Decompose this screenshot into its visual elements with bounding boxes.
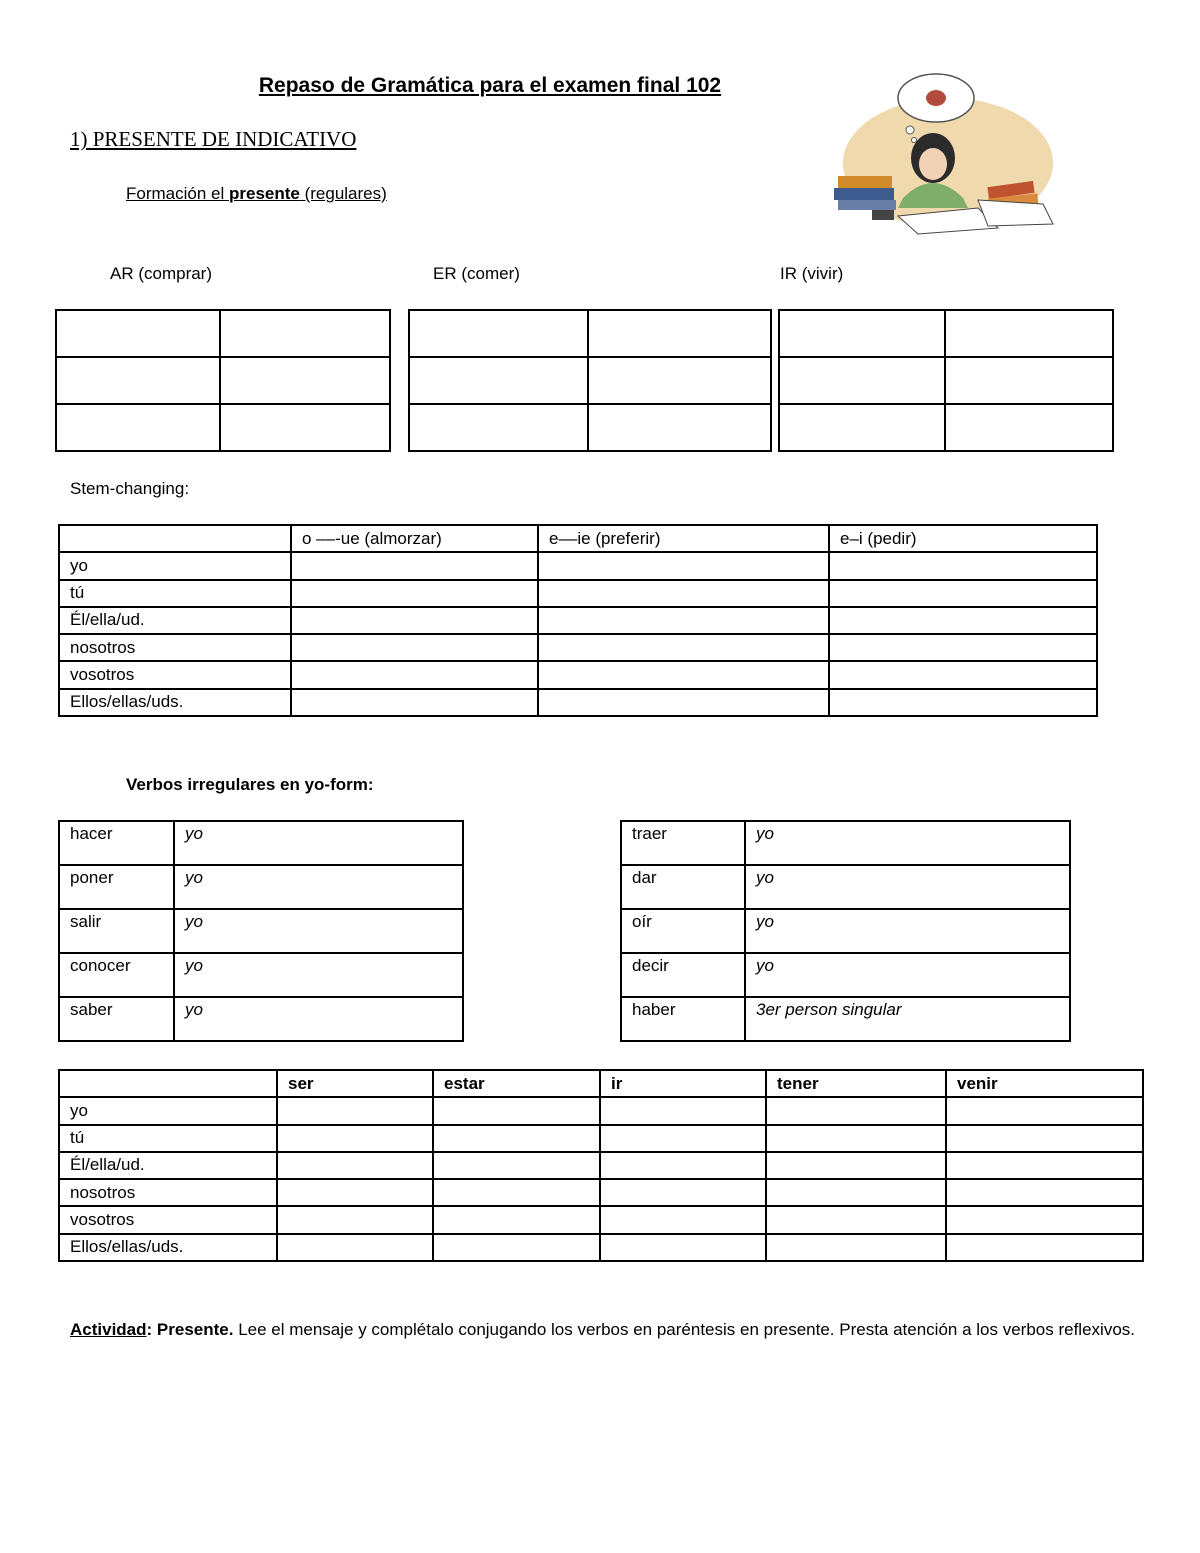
table-row [621, 865, 1070, 909]
header-cell: e–i (pedir) [829, 525, 1097, 552]
activity-instructions: Actividad: Presente. Lee el mensaje y complétalo conjugando los verbos en paréntesis en presente. Presta atención a los verbos reflexivos. [70, 1320, 1135, 1339]
blank-cell[interactable] [538, 661, 829, 688]
blank-cell[interactable] [946, 1179, 1143, 1206]
subject-cell: tú [59, 1125, 277, 1152]
header-cell: estar [433, 1070, 600, 1097]
page-title: Repaso de Gramática para el examen final 102 [258, 74, 722, 97]
er-conjugation-table [408, 309, 772, 452]
blank-cell[interactable] [291, 552, 538, 579]
blank-cell[interactable] [409, 310, 588, 357]
form-cell[interactable]: yo [745, 909, 1070, 953]
verb-cell: traer [621, 821, 745, 865]
blank-cell[interactable] [277, 1097, 433, 1124]
table-row [59, 1125, 1143, 1152]
blank-cell[interactable] [829, 689, 1097, 716]
blank-cell[interactable] [538, 634, 829, 661]
table-row [779, 404, 1113, 451]
blank-cell[interactable] [291, 607, 538, 634]
table-row [59, 953, 463, 997]
subject-cell: tú [59, 580, 291, 607]
table-row [59, 1152, 1143, 1179]
blank-cell[interactable] [409, 357, 588, 404]
header-cell [59, 1070, 277, 1097]
subject-cell: vosotros [59, 1206, 277, 1233]
subject-cell: Él/ella/ud. [59, 1152, 277, 1179]
blank-cell[interactable] [277, 1152, 433, 1179]
table-header-row [59, 1070, 1143, 1097]
header-cell: e––ie (preferir) [538, 525, 829, 552]
table-row [56, 310, 390, 357]
blank-cell[interactable] [600, 1179, 766, 1206]
verb-cell: hacer [59, 821, 174, 865]
blank-cell[interactable] [779, 404, 945, 451]
blank-cell[interactable] [277, 1234, 433, 1261]
blank-cell[interactable] [291, 634, 538, 661]
blank-cell[interactable] [766, 1097, 946, 1124]
blank-cell[interactable] [220, 404, 390, 451]
blank-cell[interactable] [766, 1206, 946, 1233]
blank-cell[interactable] [433, 1152, 600, 1179]
formation-heading: Formación el presente (regulares) [126, 184, 387, 203]
ir-label: IR (vivir) [780, 264, 844, 283]
table-row [621, 997, 1070, 1041]
blank-cell[interactable] [588, 357, 771, 404]
table-row [59, 909, 463, 953]
blank-cell[interactable] [433, 1234, 600, 1261]
blank-cell[interactable] [600, 1152, 766, 1179]
blank-cell[interactable] [277, 1179, 433, 1206]
blank-cell[interactable] [829, 634, 1097, 661]
subject-cell: nosotros [59, 1179, 277, 1206]
blank-cell[interactable] [946, 1097, 1143, 1124]
subject-cell: vosotros [59, 661, 291, 688]
table-row [56, 404, 390, 451]
table-row [59, 1097, 1143, 1124]
blank-cell[interactable] [600, 1234, 766, 1261]
blank-cell[interactable] [600, 1097, 766, 1124]
form-cell[interactable]: yo [745, 821, 1070, 865]
table-row [409, 357, 771, 404]
blank-cell[interactable] [433, 1179, 600, 1206]
blank-cell[interactable] [945, 357, 1113, 404]
table-row [59, 1206, 1143, 1233]
verb-cell: conocer [59, 953, 174, 997]
verb-cell: haber [621, 997, 745, 1041]
table-row [59, 580, 1097, 607]
form-cell[interactable]: 3er person singular [745, 997, 1070, 1041]
verb-cell: salir [59, 909, 174, 953]
blank-cell[interactable] [946, 1152, 1143, 1179]
table-row [621, 953, 1070, 997]
table-row [59, 552, 1097, 579]
subject-cell: yo [59, 552, 291, 579]
blank-cell[interactable] [600, 1206, 766, 1233]
blank-cell[interactable] [409, 404, 588, 451]
form-cell[interactable]: yo [174, 865, 463, 909]
verb-cell: oír [621, 909, 745, 953]
yo-irregular-table-left [58, 820, 464, 1042]
table-row [56, 357, 390, 404]
blank-cell[interactable] [829, 661, 1097, 688]
blank-cell[interactable] [538, 580, 829, 607]
blank-cell[interactable] [766, 1234, 946, 1261]
blank-cell[interactable] [56, 310, 220, 357]
verb-cell: dar [621, 865, 745, 909]
blank-cell[interactable] [600, 1125, 766, 1152]
blank-cell[interactable] [829, 552, 1097, 579]
er-label: ER (comer) [433, 264, 520, 283]
subject-cell: yo [59, 1097, 277, 1124]
blank-cell[interactable] [779, 357, 945, 404]
form-cell[interactable]: yo [174, 909, 463, 953]
blank-cell[interactable] [946, 1206, 1143, 1233]
table-row [59, 689, 1097, 716]
header-cell: ser [277, 1070, 433, 1097]
ar-label: AR (comprar) [110, 264, 213, 283]
blank-cell[interactable] [829, 580, 1097, 607]
ir-conjugation-table [778, 309, 1114, 452]
blank-cell[interactable] [538, 607, 829, 634]
table-row [621, 909, 1070, 953]
table-row [59, 607, 1097, 634]
blank-cell[interactable] [766, 1179, 946, 1206]
table-row [59, 1179, 1143, 1206]
header-cell: o ––-ue (almorzar) [291, 525, 538, 552]
verb-cell: decir [621, 953, 745, 997]
header-cell: ir [600, 1070, 766, 1097]
blank-cell[interactable] [766, 1152, 946, 1179]
table-row [409, 404, 771, 451]
table-header-row [59, 525, 1097, 552]
table-row [779, 357, 1113, 404]
blank-cell[interactable] [766, 1125, 946, 1152]
blank-cell[interactable] [829, 607, 1097, 634]
form-cell[interactable]: yo [174, 953, 463, 997]
verb-cell: poner [59, 865, 174, 909]
header-cell: venir [946, 1070, 1143, 1097]
blank-cell[interactable] [588, 404, 771, 451]
table-row [621, 821, 1070, 865]
header-cell: tener [766, 1070, 946, 1097]
stem-changing-table [58, 524, 1098, 717]
blank-cell[interactable] [945, 310, 1113, 357]
subject-cell: Ellos/ellas/uds. [59, 689, 291, 716]
blank-cell[interactable] [291, 689, 538, 716]
verb-cell: saber [59, 997, 174, 1041]
blank-cell[interactable] [56, 357, 220, 404]
blank-cell[interactable] [433, 1206, 600, 1233]
table-row [779, 310, 1113, 357]
stem-changing-label: Stem-changing: [70, 479, 190, 498]
form-cell[interactable]: yo [745, 865, 1070, 909]
yo-irregular-table-right [620, 820, 1071, 1042]
subject-cell: nosotros [59, 634, 291, 661]
blank-cell[interactable] [277, 1206, 433, 1233]
section-heading: 1) PRESENTE DE INDICATIVO [70, 127, 357, 151]
blank-cell[interactable] [220, 310, 390, 357]
blank-cell[interactable] [277, 1125, 433, 1152]
table-row [59, 997, 463, 1041]
blank-cell[interactable] [538, 689, 829, 716]
form-cell[interactable]: yo [174, 997, 463, 1041]
table-row [59, 1234, 1143, 1261]
header-cell [59, 525, 291, 552]
activity-label: Actividad [70, 1320, 147, 1339]
ar-conjugation-table [55, 309, 391, 452]
subject-cell: Él/ella/ud. [59, 607, 291, 634]
blank-cell[interactable] [433, 1125, 600, 1152]
blank-cell[interactable] [538, 552, 829, 579]
blank-cell[interactable] [56, 404, 220, 451]
table-row [409, 310, 771, 357]
irregular-verbs-table [58, 1069, 1144, 1262]
blank-cell[interactable] [946, 1234, 1143, 1261]
blank-cell[interactable] [946, 1125, 1143, 1152]
table-row [59, 634, 1097, 661]
subject-cell: Ellos/ellas/uds. [59, 1234, 277, 1261]
yo-irregular-label: Verbos irregulares en yo-form: [126, 775, 374, 794]
blank-cell[interactable] [291, 580, 538, 607]
blank-cell[interactable] [291, 661, 538, 688]
student-studying-illustration [828, 68, 1060, 236]
blank-cell[interactable] [945, 404, 1113, 451]
table-row [59, 661, 1097, 688]
blank-cell[interactable] [433, 1097, 600, 1124]
table-row [59, 865, 463, 909]
blank-cell[interactable] [779, 310, 945, 357]
blank-cell[interactable] [220, 357, 390, 404]
form-cell[interactable]: yo [745, 953, 1070, 997]
table-row [59, 821, 463, 865]
form-cell[interactable]: yo [174, 821, 463, 865]
blank-cell[interactable] [588, 310, 771, 357]
